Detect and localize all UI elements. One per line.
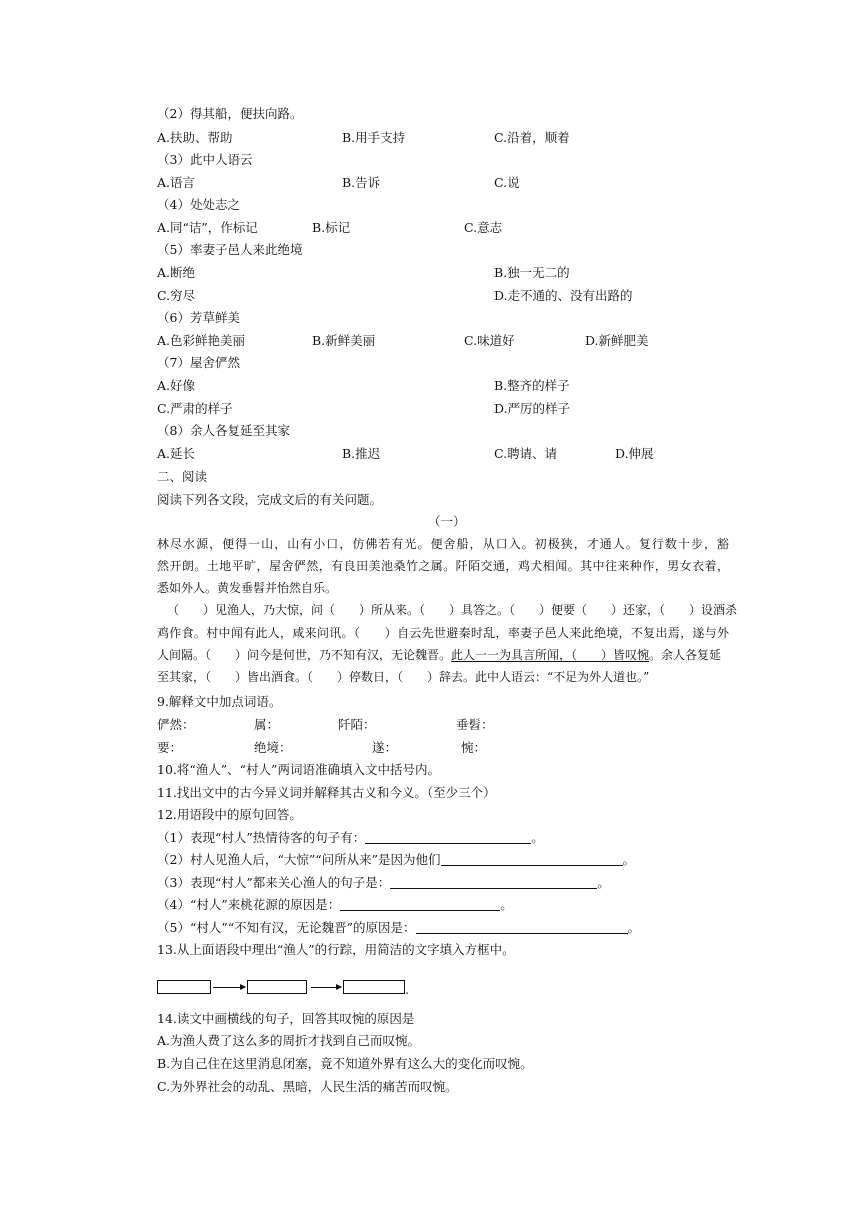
passage-line: （ ）见渔人，乃大惊，问（ ）所从来。（ ）具答之。（ ）便要（ ）还家，（ ）设酒杀 xyxy=(167,603,738,617)
answer-blank[interactable] xyxy=(365,831,531,844)
route-box-2[interactable] xyxy=(247,980,307,994)
q9-term: 遂： xyxy=(372,740,398,755)
q9-term: 惋： xyxy=(461,740,487,755)
q9-term: 阡陌： xyxy=(338,717,376,732)
q12-item: （5）“村人”“不知有汉，无论魏晋”的原因是： 。 xyxy=(157,920,641,935)
q7-option-b: B.整齐的样子 xyxy=(494,378,570,393)
question-10: 10.将“渔人”、“村人”两词语准确填入文中括号内。 xyxy=(157,762,440,777)
q5-option-a: A.断绝 xyxy=(157,265,196,280)
q9-term: 要： xyxy=(157,740,183,755)
q6-option-a: A.色彩鲜艳美丽 xyxy=(157,333,246,348)
passage-line: 悉如外人。黄发垂髫并怡然自乐。 xyxy=(157,581,338,595)
question-5-stem: （5）率妻子邑人来此绝境 xyxy=(157,242,303,257)
q12-item: （2）村人见渔人后，“大惊”“问所从来”是因为他们 。 xyxy=(157,852,636,867)
passage-part-label: （一） xyxy=(428,514,466,529)
q5-option-c: C.穷尽 xyxy=(157,288,196,303)
question-6-stem: （6）芳草鲜美 xyxy=(157,310,240,325)
question-9-stem: 9.解释文中加点词语。 xyxy=(157,694,282,709)
q7-option-a: A.好像 xyxy=(157,378,196,393)
q7-option-c: C.严肃的样子 xyxy=(157,401,233,416)
q8-option-b: B.推迟 xyxy=(342,446,381,461)
q12-item: （4）“村人”来桃花源的原因是： 。 xyxy=(157,897,513,912)
route-box-1[interactable] xyxy=(157,980,211,994)
answer-blank[interactable] xyxy=(340,898,500,911)
q9-term: 俨然： xyxy=(157,717,195,732)
underlined-sentence: 此人一一为具言所闻，（ ）皆叹惋 xyxy=(451,648,650,662)
passage-line: 人间隔。（ ）问今是何世，乃不知有汉，无论魏晋。此人一一为具言所闻，（ ）皆叹惋。余人各复延 xyxy=(157,648,722,662)
section-heading: 二、阅读 xyxy=(157,469,208,484)
arrow-right-icon xyxy=(213,987,245,988)
q3-option-c: C.说 xyxy=(494,175,520,190)
q12-item: （3）表现“村人”都来关心渔人的句子是： 。 xyxy=(157,875,610,890)
q9-term: 属： xyxy=(254,717,280,732)
passage-line: 至其家，（ ）皆出酒食。（ ）停数日，（ ）辞去。此中人语云：“不足为外人道也。” xyxy=(157,670,650,684)
question-14-stem: 14.读文中画横线的句子，回答其叹惋的原因是 xyxy=(157,1011,415,1026)
question-11: 11.找出文中的古今异义词并解释其古义和今义。（至少三个） xyxy=(157,785,496,800)
passage-line: 林尽水源，便得一山，山有小口，仿佛若有光。便舍船，从口入。初极狭，才通人。复行数十步，豁 xyxy=(157,537,729,551)
answer-blank[interactable] xyxy=(390,876,597,889)
q4-option-a: A.同“诘”，作标记 xyxy=(157,220,258,235)
question-7-stem: （7）屋舍俨然 xyxy=(157,355,240,370)
q2-option-c: C.沿着，顺着 xyxy=(494,130,570,145)
q8-option-a: A.延长 xyxy=(157,446,196,461)
passage-line: 鸡作食。村中闻有此人，咸来问讯。（ ）自云先世避秦时乱，率妻子邑人来此绝境，不复出焉，遂与外 xyxy=(157,626,729,640)
q4-option-b: B.标记 xyxy=(312,220,351,235)
arrow-right-icon xyxy=(311,987,341,988)
q14-option-c: C.为外界社会的动乱、黑暗，人民生活的痛苦而叹惋。 xyxy=(157,1079,458,1094)
question-8-stem: （8）余人各复延至其家 xyxy=(157,423,290,438)
q6-option-c: C.味道好 xyxy=(464,333,515,348)
question-2-stem: （2）得其船，便扶向路。 xyxy=(157,106,303,121)
question-12-stem: 12.用语段中的原句回答。 xyxy=(157,807,302,822)
question-13-stem: 13.从上面语段中理出“渔人”的行踪，用简洁的文字填入方框中。 xyxy=(157,942,515,957)
q4-option-c: C.意志 xyxy=(464,220,503,235)
q5-option-d: D.走不通的、没有出路的 xyxy=(494,288,633,303)
question-3-stem: （3）此中人语云 xyxy=(157,152,253,167)
q8-option-d: D.伸展 xyxy=(615,446,654,461)
question-4-stem: （4）处处志之 xyxy=(157,197,240,212)
q9-term: 绝境： xyxy=(254,740,292,755)
q9-term: 垂髫： xyxy=(456,717,494,732)
q12-item: （1）表现“村人”热情待客的句子有： 。 xyxy=(157,830,544,845)
q13-end-mark: . xyxy=(405,982,409,997)
q8-option-c: C.聘请、请 xyxy=(494,446,558,461)
q14-option-a: A.为渔人费了这么多的周折才找到自己而叹惋。 xyxy=(157,1033,421,1048)
q5-option-b: B.独一无二的 xyxy=(494,265,570,280)
q3-option-a: A.语言 xyxy=(157,175,196,190)
q6-option-d: D.新鲜肥美 xyxy=(585,333,649,348)
q7-option-d: D.严厉的样子 xyxy=(494,401,571,416)
q2-option-b: B.用手支持 xyxy=(342,130,406,145)
q14-option-b: B.为自己住在这里消息闭塞，竟不知道外界有这么大的变化而叹惋。 xyxy=(157,1056,533,1071)
section-instruction: 阅读下列各文段，完成文后的有关问题。 xyxy=(157,492,383,507)
answer-blank[interactable] xyxy=(416,921,628,934)
passage-line: 然开朗。土地平旷，屋舍俨然，有良田美池桑竹之属。阡陌交通，鸡犬相闻。其中往来种作，男女衣着， xyxy=(157,559,729,573)
q3-option-b: B.告诉 xyxy=(342,175,381,190)
q6-option-b: B.新鲜美丽 xyxy=(312,333,376,348)
answer-blank[interactable] xyxy=(441,853,623,866)
route-box-3[interactable] xyxy=(343,980,405,994)
q2-option-a: A.扶助、帮助 xyxy=(157,130,233,145)
